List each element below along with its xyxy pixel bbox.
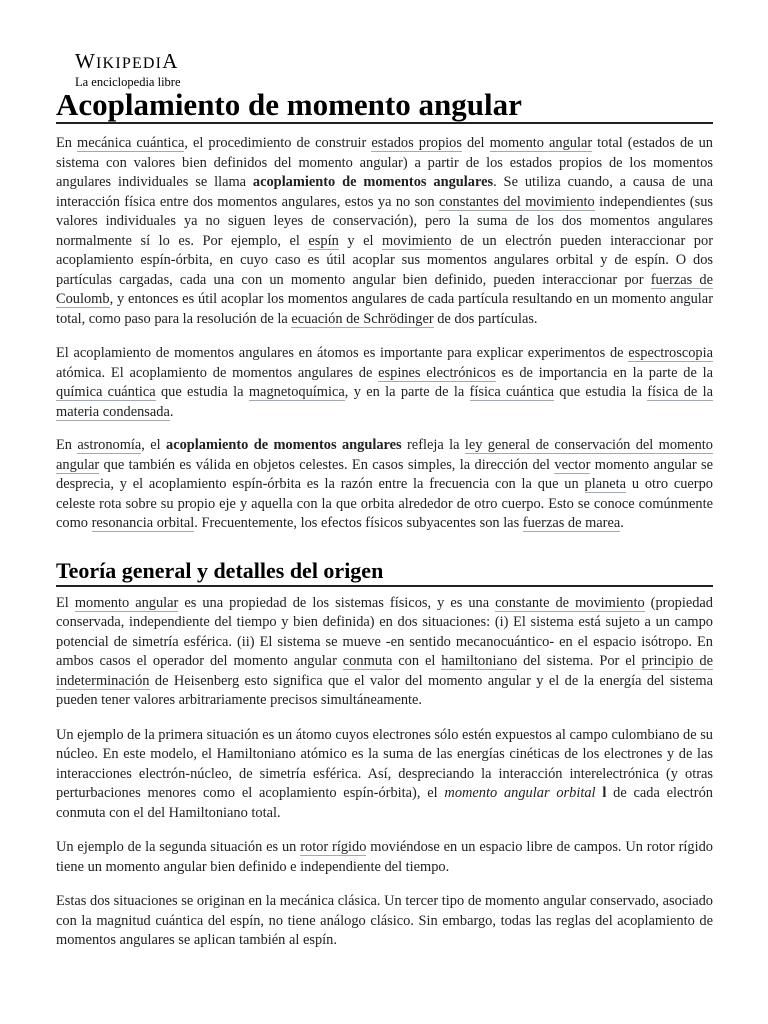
link-fuerzas-de-marea[interactable]: fuerzas de marea: [522, 515, 621, 531]
paragraph-5: Un ejemplo de la primera situación es un átomo cuyos electrones sólo estén expuestos al campo culombiano de su núcleo. En este modelo, el Hamiltoniano atómico es la suma de las energías cinéticas de los electrones y de las interacciones electrón-núcleo, de simetría esférica. Así, despreciando la interacción interelectrónica (y otras perturbaciones menores como el acoplamiento espín-órbita), el momento angular orbital l de cada electrón conmuta con el del Hamiltoniano total.: [56, 726, 713, 821]
link-planeta[interactable]: planeta: [584, 476, 627, 492]
link-conmuta[interactable]: conmuta: [342, 653, 393, 669]
link-hamiltoniano[interactable]: hamiltoniano: [441, 653, 518, 669]
italic-term: momento angular orbital: [444, 785, 596, 801]
link-astronomia[interactable]: astronomía: [77, 437, 142, 453]
article-page: [56, 50, 713, 951]
paragraph-4: El momento angular es una propiedad de los sistemas físicos, y es una constante de movimiento (propiedad conservada, independiente del tiempo y bien definida) en dos situaciones: (i) El sistema está sujeto a un campo potencial de simetría esférica. (ii) El sistema se mueve -en sentido mecanocuántico- en el espacio isótropo. En ambos casos el operador del momento angular conmuta con el hamiltoniano del sistema. Por el principio de indeterminación de Heisenberg esto significa que el valor del momento angular y el de la energía del sistema pueden tener valores arbitrariamente precisos simultáneamente.: [56, 594, 713, 708]
link-movimiento[interactable]: movimiento: [382, 232, 452, 249]
wikipedia-logo[interactable]: [75, 50, 713, 88]
paragraph-7: Estas dos situaciones se originan en la mecánica clásica. Un tercer tipo de momento angular conservado, asociado con la magnitud cuántica del espín, no tiene análogo clásico. Sin embargo, todas las reglas del acoplamiento de momentos angulares se aplican también al espín.: [56, 893, 713, 948]
link-estados-propios[interactable]: estados propios: [371, 135, 462, 151]
paragraph-3: En astronomía, el acoplamiento de momentos angulares refleja la ley general de conservación del momento angular que también es válida en objetos celestes. En casos simples, la dirección del vector momento angular se desprecia, y el acoplamiento espín-órbita es la razón entre la frecuencia con la que un planeta u otro cuerpo celeste rota sobre su propio eje y aquella con la que orbita alrededor de otro cuerpo. Esto se conoce comúnmente como resonancia orbital. Frecuentemente, los efectos físicos subyacentes son las fuerzas de marea.: [56, 437, 713, 531]
symbol-l: l: [602, 785, 607, 801]
link-momento-angular[interactable]: momento angular: [74, 594, 179, 611]
link-principio-de-indeterminacion[interactable]: principio de indeterminación: [56, 653, 713, 689]
link-fuerzas-de-coulomb[interactable]: fuerzas de Coulomb: [56, 271, 713, 307]
link-ley-conservacion-momento-angular[interactable]: ley general de conservación del momento angular: [56, 437, 713, 473]
link-rotor-rigido[interactable]: rotor rígido: [300, 839, 367, 855]
link-momento-angular[interactable]: momento angular: [489, 135, 593, 151]
link-quimica-cuantica[interactable]: química cuántica: [56, 384, 156, 400]
link-fisica-cuantica[interactable]: física cuántica: [469, 384, 554, 400]
link-resonancia-orbital[interactable]: resonancia orbital: [91, 515, 195, 531]
link-constante-de-movimiento[interactable]: constante de movimiento: [495, 594, 645, 611]
link-espin[interactable]: espín: [308, 232, 339, 249]
section-heading: Teoría general y detalles del origen: [56, 558, 713, 587]
link-magnetoquimica[interactable]: magnetoquímica: [248, 384, 345, 400]
link-espines-electronicos[interactable]: espines electrónicos: [378, 364, 496, 381]
paragraph-2: El acoplamiento de momentos angulares en átomos es importante para explicar experimentos de espectroscopia atómica. El acoplamiento de momentos angulares de espines electrónicos es de importancia en la parte de la química cuántica que estudia la magnetoquímica, y en la parte de la física cuántica que estudia la física de la materia condensada.: [56, 345, 714, 420]
paragraph-6: Un ejemplo de la segunda situación es un rotor rígido moviéndose en un espacio libre de campos. Un rotor rígido tiene un momento angular bien definido e independiente del tiempo.: [56, 839, 714, 875]
bold-term: acoplamiento de momentos angulares: [252, 174, 494, 190]
link-vector[interactable]: vector: [554, 456, 591, 473]
logo-wordmark: WIKIPEDIA: [75, 49, 179, 73]
logo-tagline: La enciclopedia libre: [75, 75, 181, 89]
link-constantes-del-movimiento[interactable]: constantes del movimiento: [438, 193, 595, 210]
paragraph-1: En mecánica cuántica, el procedimiento de construir estados propios del momento angular total (estados de un sistema con valores bien definidos del momento angular) a partir de los estados propios de los momentos angulares individuales se llama acoplamiento de momentos angulares. Se utiliza cuando, a causa de una interacción física entre dos momentos angulares, estos ya no son constantes del movimiento independientes (sus valores individuales ya no siguen leyes de conservación), pero la suma de los dos momentos angulares normalmente sí lo es. Por ejemplo, el espín y el movimiento de un electrón pueden interaccionar por acoplamiento espín-órbita, en cuyo caso es útil acoplar sus momentos angulares orbital y de espín. O dos partículas cargadas, cada una con un momento angular bien definido, pueden interaccionar por fuerzas de Coulomb, y entonces es útil acoplar los momentos angulares de cada partícula resultando en un momento angular total, como paso para la resolución de la ecuación de Schrödinger de dos partículas.: [56, 135, 713, 327]
link-espectroscopia[interactable]: espectroscopia: [628, 345, 713, 361]
link-fisica-materia-condensada[interactable]: física de la materia condensada: [56, 384, 713, 420]
link-ecuacion-de-schrodinger[interactable]: ecuación de Schrödinger: [291, 310, 434, 327]
article-title: Acoplamiento de momento angular: [56, 88, 713, 124]
link-mecanica-cuantica[interactable]: mecánica cuántica: [77, 135, 185, 151]
bold-term: acoplamiento de momentos angulares: [166, 437, 402, 453]
